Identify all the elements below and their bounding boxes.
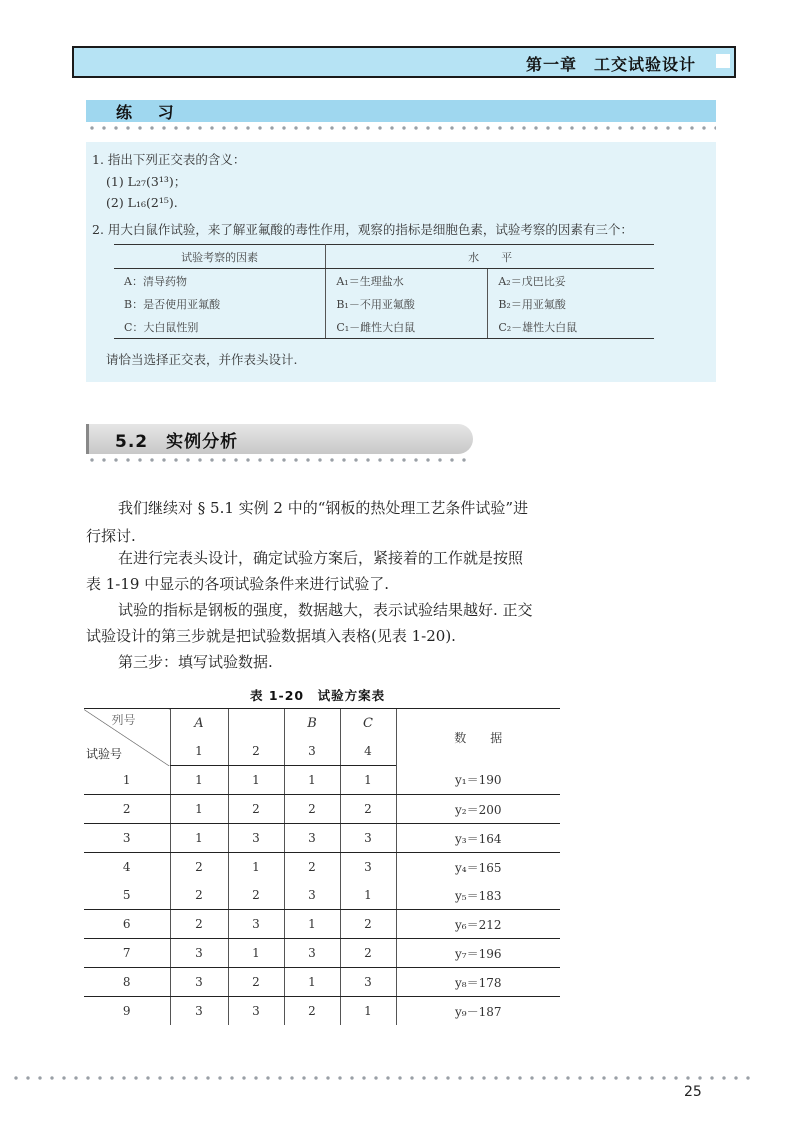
exercise-heading-bar: [86, 100, 716, 122]
exercise-box: [86, 142, 716, 382]
level-header: 水 平: [326, 245, 654, 269]
table-row: [114, 292, 654, 315]
table-cell: 1: [228, 853, 284, 882]
table-cell: 3: [228, 824, 284, 853]
experiment-plan-table: [84, 708, 560, 1025]
table-cell: 2: [340, 939, 396, 968]
table-row: [84, 997, 560, 1026]
trial-number: 4: [122, 860, 131, 874]
exercise-q2: 2. 用大白鼠作试验，来了解亚氟酸的毒性作用，观察的指标是细胞色素，试验考察的因素有三个：: [92, 222, 633, 237]
factor-table-header: [114, 245, 654, 269]
paragraph-line: 我们继续对 § 5.1 实例 2 中的“钢板的热处理工艺条件试验”进: [118, 499, 529, 517]
table-row: [84, 910, 560, 939]
table-cell: 3: [284, 939, 340, 968]
table-cell: 2: [228, 881, 284, 910]
result-cell: y₉－187: [396, 997, 560, 1026]
level-cell: A₂＝戊巴比妥: [498, 274, 566, 288]
dotted-divider: [86, 126, 716, 130]
table-cell: 3: [284, 824, 340, 853]
table-cell: 2: [228, 795, 284, 824]
result-cell: y₄＝165: [396, 853, 560, 882]
factor-cell: C：大白鼠性别: [114, 315, 326, 339]
paragraph-line: 试验的指标是钢板的强度，数据越大，表示试验结果越好. 正交: [118, 601, 533, 619]
result-cell: y₂＝200: [396, 795, 560, 824]
level-cell: C₂－雄性大白鼠: [488, 315, 654, 339]
exercise-q2-end: 请恰当选择正交表，并作表头设计.: [106, 352, 298, 367]
table-cell: 1: [340, 997, 396, 1026]
result-cell: y₇＝196: [396, 939, 560, 968]
table-cell: 3: [284, 881, 340, 910]
trial-number: 2: [84, 795, 170, 824]
page-number: 25: [684, 1084, 702, 1100]
result-cell: y₆＝212: [396, 910, 560, 939]
trial-number: 8: [84, 968, 170, 997]
table-cell: 1: [340, 766, 396, 795]
table-cell: 3: [170, 968, 228, 997]
column-number: 2: [228, 737, 284, 766]
table-cell: 1: [170, 766, 228, 795]
factor-cell: A：清导药物: [114, 269, 326, 293]
table-cell: 2: [170, 853, 228, 882]
table-cell: 2: [284, 795, 340, 824]
table-row: [84, 853, 560, 882]
chapter-header-bar: [72, 46, 736, 78]
table-cell: 3: [340, 968, 396, 997]
table-cell: 3: [170, 997, 228, 1026]
table-caption: 表 1-20 试验方案表: [250, 688, 386, 703]
table-cell: 1: [228, 766, 284, 795]
result-cell: y₁＝190: [396, 766, 560, 795]
table-cell: 1: [340, 881, 396, 910]
level-cell: C₁－雌性大白鼠: [326, 315, 488, 339]
result-cell: y₈＝178: [396, 968, 560, 997]
data-header: 数 据: [396, 709, 560, 766]
table-cell: 2: [170, 910, 228, 939]
trial-number: 7: [84, 939, 170, 968]
table-row: [84, 881, 560, 910]
table-row: [114, 269, 654, 293]
paragraph-line: 表 1-19 中显示的各项试验条件来进行试验了.: [86, 575, 390, 593]
level-cell: B₁－不用亚氟酸: [326, 292, 488, 315]
exercise-q1a: (1) L₂₇(3¹³)；: [106, 174, 187, 189]
exercise-heading: 练 习: [116, 103, 184, 122]
trial-number: 3: [84, 824, 170, 853]
footer-dotted-divider: [10, 1076, 755, 1080]
table-cell: 2: [228, 968, 284, 997]
trial-number: 9: [122, 1004, 131, 1018]
factor-letter: B: [284, 709, 340, 738]
paragraph-line: 在进行完表头设计，确定试验方案后，紧接着的工作就是按照: [118, 549, 524, 567]
table-cell: 3: [340, 853, 396, 882]
column-number: 3: [284, 737, 340, 766]
table-cell: 1: [170, 824, 228, 853]
column-number: 1: [170, 737, 228, 766]
row-label: 试验号: [86, 746, 123, 761]
chapter-title: 第一章 工交试验设计: [525, 55, 696, 74]
table-cell: 1: [284, 766, 340, 795]
table-cell: 1: [170, 795, 228, 824]
factor-header: 试验考察的因素: [114, 245, 326, 269]
exercise-q1: 1. 指出下列正交表的含义：: [92, 152, 246, 167]
table-cell: 1: [228, 939, 284, 968]
trial-number: 6: [84, 910, 170, 939]
table-cell: 1: [284, 910, 340, 939]
column-label: 列号: [111, 713, 136, 727]
level-cell: A₁＝生理盐水: [326, 269, 488, 293]
section-heading-bar: [86, 424, 473, 454]
table-cell: 1: [284, 968, 340, 997]
section-title: 5.2 实例分析: [115, 432, 239, 452]
table-cell: 3: [340, 824, 396, 853]
table-cell: 3: [170, 939, 228, 968]
table-cell: 2: [284, 997, 340, 1026]
table-row: [84, 939, 560, 968]
result-cell: y₅＝183: [396, 881, 560, 910]
table-row: [84, 795, 560, 824]
factor-letter: C: [340, 709, 396, 738]
table-cell: 2: [170, 881, 228, 910]
paragraph-line: 试验设计的第三步就是把试验数据填入表格(见表 1-20).: [86, 627, 456, 645]
result-cell: y₃＝164: [396, 824, 560, 853]
corner-header-cell: [84, 709, 170, 766]
factor-letter: [228, 709, 284, 738]
header-decoration: [716, 54, 730, 68]
column-number: 4: [340, 737, 396, 766]
paragraph-line: 行探讨.: [86, 527, 136, 545]
level-cell: B₂＝用亚氟酸: [498, 297, 566, 311]
factor-letter: A: [170, 709, 228, 738]
paragraph-line: 第三步：填写试验数据.: [118, 653, 273, 671]
exercise-q1b: (2) L₁₆(2¹⁵).: [106, 195, 178, 210]
factor-cell: B：是否使用亚氟酸: [114, 292, 326, 315]
table-cell: 2: [340, 910, 396, 939]
trial-number: 1: [84, 766, 170, 795]
table-cell: 2: [340, 795, 396, 824]
trial-number: 5: [84, 881, 170, 910]
dotted-divider: [86, 458, 470, 462]
factor-level-table: [114, 244, 654, 339]
table-row: [114, 315, 654, 339]
table-cell: 3: [228, 910, 284, 939]
table-header-row: [84, 709, 560, 738]
table-cell: 3: [228, 997, 284, 1026]
table-row: [84, 968, 560, 997]
table-row: [84, 766, 560, 795]
table-cell: 2: [284, 853, 340, 882]
table-row: [84, 824, 560, 853]
